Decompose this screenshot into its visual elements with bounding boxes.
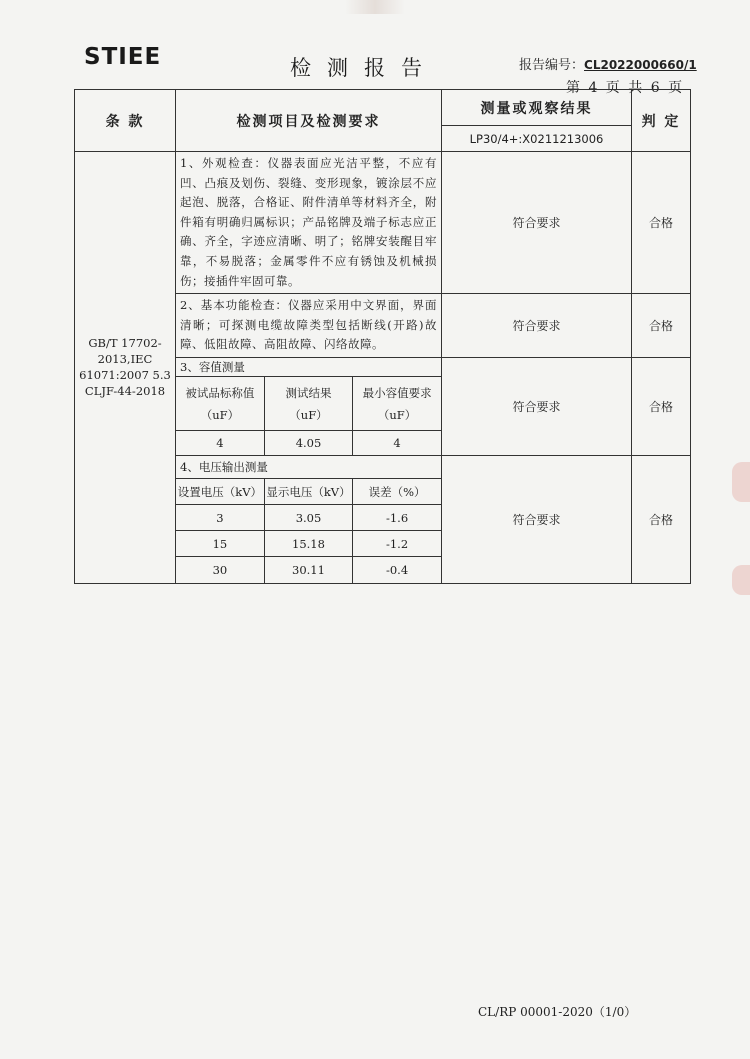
clause-standard-text: GB/T 17702-2013,IEC 61071:2007 5.3 CLJF-44-2018 xyxy=(79,336,171,399)
verdict-appearance: 合格 xyxy=(632,152,691,294)
seal-edge-mark xyxy=(732,565,750,595)
result-voltage: 符合要求 xyxy=(442,455,632,583)
scan-mark xyxy=(345,0,405,14)
voltage-cell: 3.05 xyxy=(264,505,352,531)
report-number xyxy=(519,54,697,73)
page-title: 检测报告 xyxy=(290,56,438,80)
capacitance-header-min-line1: 最小容值要求 xyxy=(362,385,432,400)
report-number-label: 报告编号： xyxy=(519,58,585,73)
voltage-cell: 15.18 xyxy=(264,531,352,557)
header-result: 测量或观察结果 xyxy=(442,90,632,126)
item-appearance-check: 1、外观检查：仪器表面应光洁平整，不应有凹、凸痕及划伤、裂缝、变形现象，镀涂层不应起泡、脱落，合格证、附件清单等材料齐全，附件箱有明确归属标识；产品铭牌及端子标志应正确、齐全，字迹应清晰、明了；铭牌安装醒目牢靠，不易脱落；金属零件不应有锈蚀及机械损伤；接插件牢固可靠。 xyxy=(176,152,442,294)
voltage-table xyxy=(176,479,441,583)
voltage-cell: -1.6 xyxy=(353,505,441,531)
capacitance-header-result-line2: （uF） xyxy=(289,407,328,422)
item-voltage-output-measurement xyxy=(176,455,442,583)
verdict-basic-function: 合格 xyxy=(632,294,691,358)
verdict-capacitance: 合格 xyxy=(632,357,691,455)
voltage-cell: 30 xyxy=(176,557,264,583)
capacitance-header-result-line1: 测试结果 xyxy=(285,385,332,400)
capacitance-header-nominal-line1: 被试品标称值 xyxy=(185,385,255,400)
item-capacitance-measurement xyxy=(176,357,442,455)
voltage-cell: 30.11 xyxy=(264,557,352,583)
voltage-cell: -0.4 xyxy=(353,557,441,583)
item-basic-function-check: 2、基本功能检查：仪器应采用中文界面，界面清晰；可探测电缆故障类型包括断线(开路)故障、低阻故障、高阻故障、闪络故障。 xyxy=(176,294,442,358)
capacitance-title: 3、容值测量 xyxy=(176,358,441,377)
voltage-header-display: 显示电压（kV） xyxy=(264,479,352,505)
document-code-footer: CL/RP 00001-2020（1/0） xyxy=(478,1005,637,1019)
header-result-sample-id: LP30/4+:X0211213006 xyxy=(442,126,632,152)
voltage-header-set: 设置电压（kV） xyxy=(176,479,264,505)
capacitance-header-nominal-line2: （uF） xyxy=(200,407,240,422)
header-verdict: 判 定 xyxy=(632,90,691,152)
result-capacitance: 符合要求 xyxy=(442,357,632,455)
seal-edge-mark xyxy=(732,462,750,502)
voltage-title: 4、电压输出测量 xyxy=(176,456,441,479)
header-clause: 条 款 xyxy=(75,90,176,152)
verdict-voltage: 合格 xyxy=(632,455,691,583)
test-report-table xyxy=(74,89,691,584)
capacitance-header-min-line2: （uF） xyxy=(377,407,417,422)
capacitance-table xyxy=(176,377,441,455)
capacitance-header-min xyxy=(353,377,441,431)
capacitance-value-result: 4.05 xyxy=(264,431,352,455)
page-indicator: 第 4 页 共 6 页 xyxy=(566,80,685,96)
capacitance-header-result xyxy=(264,377,352,431)
header-test-item: 检测项目及检测要求 xyxy=(176,90,442,152)
report-number-value: CL2022000660/1 xyxy=(584,58,697,72)
capacitance-value-nominal: 4 xyxy=(176,431,264,455)
result-appearance: 符合要求 xyxy=(442,152,632,294)
voltage-header-error: 误差（%） xyxy=(353,479,441,505)
voltage-cell: -1.2 xyxy=(353,531,441,557)
result-basic-function: 符合要求 xyxy=(442,294,632,358)
voltage-cell: 3 xyxy=(176,505,264,531)
voltage-cell: 15 xyxy=(176,531,264,557)
capacitance-header-nominal xyxy=(176,377,264,431)
clause-standard xyxy=(75,152,176,584)
company-logo: STIEE xyxy=(84,44,162,70)
capacitance-value-min: 4 xyxy=(353,431,441,455)
